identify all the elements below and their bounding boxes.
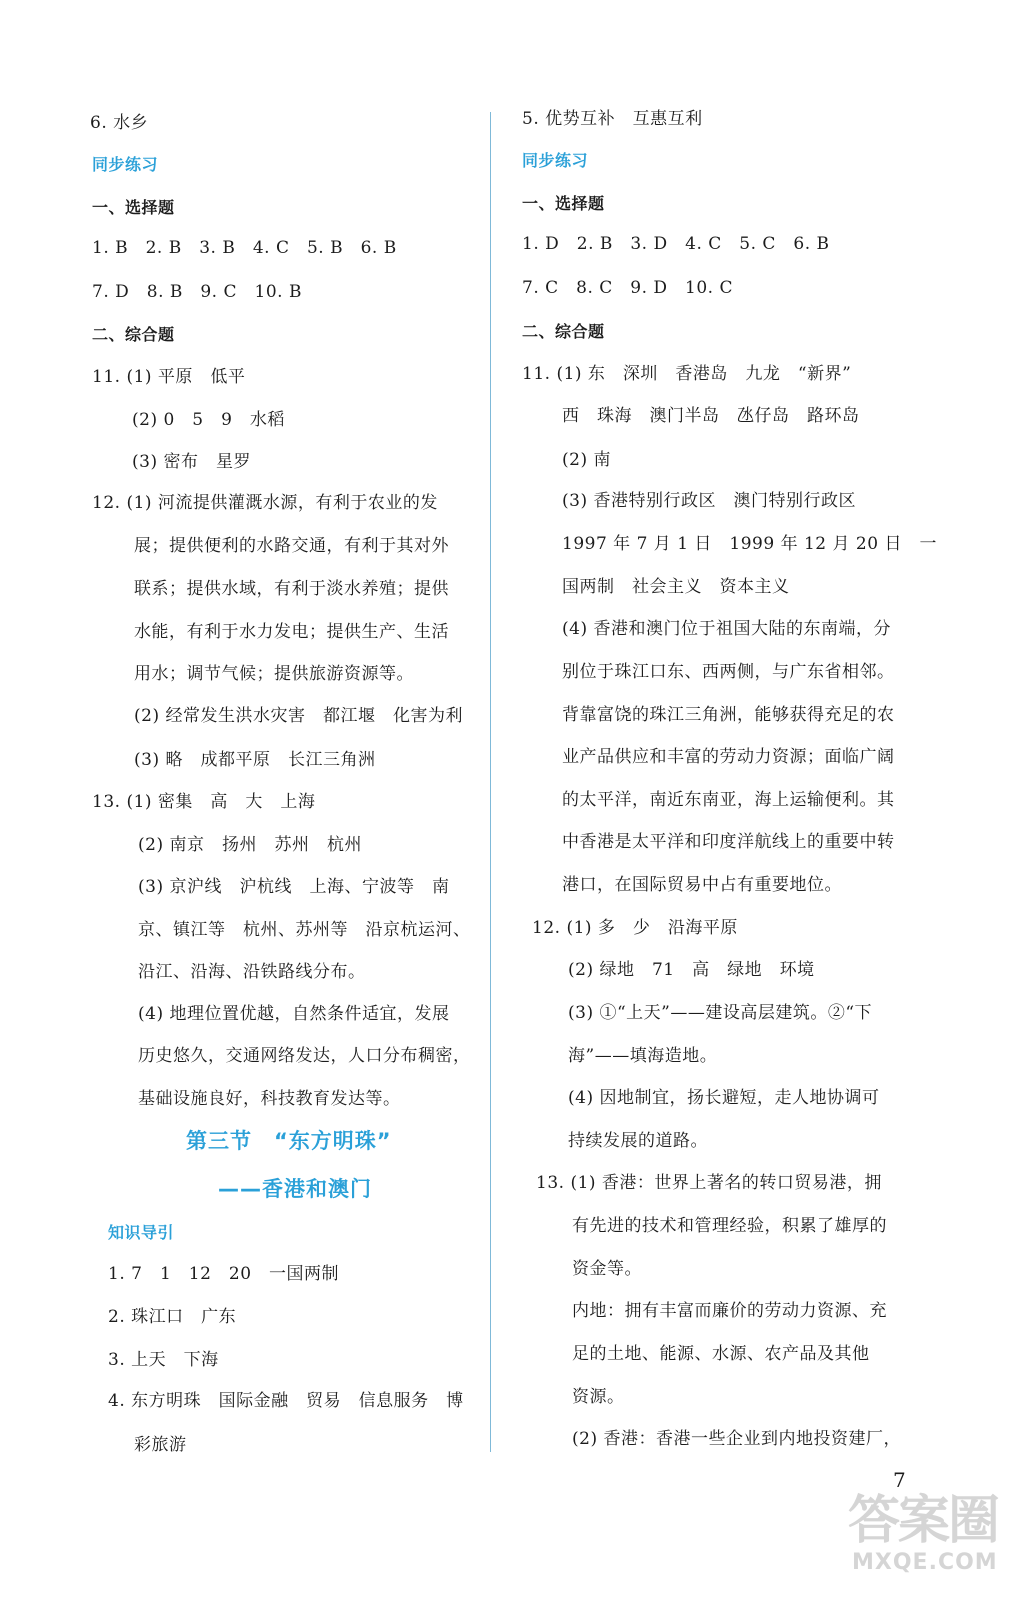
left-line-20: 沿江、沿海、沿铁路线分布。 bbox=[138, 962, 366, 982]
right-line-23: (4) 因地制宜，扬长避短，走人地协调可 bbox=[568, 1088, 880, 1108]
column-divider bbox=[490, 112, 491, 1452]
right-line-16: 的太平洋，南近东南亚，海上运输便利。其 bbox=[562, 790, 895, 810]
right-line-21: (3) ①“上天”——建设高层建筑。②“下 bbox=[568, 1003, 873, 1023]
right-line-18: 港口，在国际贸易中占有重要地位。 bbox=[562, 875, 842, 895]
watermark-logo bbox=[848, 1478, 1008, 1588]
right-line-27: 资金等。 bbox=[572, 1259, 642, 1279]
right-line-8: (2) 南 bbox=[562, 450, 611, 470]
right-line-6: 11. (1) 东 深圳 香港岛 九龙 “新界” bbox=[522, 364, 852, 384]
right-line-28: 内地：拥有丰富而廉价的劳动力资源、充 bbox=[572, 1301, 887, 1321]
right-line-7: 西 珠海 澳门半岛 氹仔岛 路环岛 bbox=[562, 406, 860, 426]
right-line-10: 1997 年 7 月 1 日 1999 年 12 月 20 日 一 bbox=[562, 534, 937, 554]
heading-multiple-choice: 一、选择题 bbox=[92, 198, 175, 217]
right-line-31: (2) 香港：香港一些企业到内地投资建厂， bbox=[572, 1429, 901, 1449]
right-line-24: 持续发展的道路。 bbox=[568, 1131, 708, 1151]
left-line-19: 京、镇江等 杭州、苏州等 沿京杭运河、 bbox=[138, 920, 471, 940]
right-line-9: (3) 香港特别行政区 澳门特别行政区 bbox=[562, 491, 856, 511]
watermark-url: MXQE.COM bbox=[852, 1550, 998, 1575]
left-line-16: 13. (1) 密集 高 大 上海 bbox=[92, 792, 316, 812]
section-subtitle: ——香港和澳门 bbox=[218, 1177, 372, 1201]
left-line-0: 6. 水乡 bbox=[90, 113, 149, 133]
right-line-4: 7. C 8. C 9. D 10. C bbox=[522, 278, 733, 298]
right-line-0: 5. 优势互补 互惠互利 bbox=[522, 109, 703, 129]
right-line-29: 足的土地、能源、水源、农产品及其他 bbox=[572, 1344, 870, 1364]
left-line-22: 历史悠久，交通网络发达，人口分布稠密， bbox=[138, 1046, 471, 1066]
heading-comprehensive: 二、综合题 bbox=[92, 325, 175, 344]
right-line-22: 海”——填海造地。 bbox=[568, 1046, 718, 1066]
right-line-13: 别位于珠江口东、西两侧，与广东省相邻。 bbox=[562, 662, 895, 682]
left-line-7: (2) 0 5 9 水稻 bbox=[132, 410, 285, 430]
left-line-9: 12. (1) 河流提供灌溉水源，有利于农业的发 bbox=[92, 493, 438, 513]
left-line-27: 1. 7 1 12 20 一国两制 bbox=[108, 1264, 340, 1284]
section-heading-sync-practice-right: 同步练习 bbox=[522, 151, 589, 170]
page-number: 7 bbox=[893, 1468, 906, 1492]
left-line-8: (3) 密布 星罗 bbox=[132, 452, 251, 472]
left-line-29: 3. 上天 下海 bbox=[108, 1350, 219, 1370]
left-line-3: 1. B 2. B 3. B 4. C 5. B 6. B bbox=[92, 238, 397, 258]
left-line-13: 用水；调节气候；提供旅游资源等。 bbox=[134, 664, 414, 684]
left-line-14: (2) 经常发生洪水灾害 都江堰 化害为利 bbox=[134, 706, 463, 726]
left-line-11: 联系；提供水域，有利于淡水养殖；提供 bbox=[134, 579, 449, 599]
section-title: 第三节 “东方明珠” bbox=[186, 1129, 392, 1153]
right-line-26: 有先进的技术和管理经验，积累了雄厚的 bbox=[572, 1216, 887, 1236]
heading-multiple-choice-right: 一、选择题 bbox=[522, 194, 605, 213]
right-line-3: 1. D 2. B 3. D 4. C 5. C 6. B bbox=[522, 234, 830, 254]
left-line-4: 7. D 8. B 9. C 10. B bbox=[92, 282, 302, 302]
left-line-12: 水能，有利于水力发电；提供生产、生活 bbox=[134, 622, 449, 642]
section-heading-knowledge-guide: 知识导引 bbox=[108, 1223, 175, 1242]
left-line-15: (3) 略 成都平原 长江三角洲 bbox=[134, 750, 376, 770]
left-line-31: 彩旅游 bbox=[134, 1435, 187, 1455]
right-line-17: 中香港是太平洋和印度洋航线上的重要中转 bbox=[562, 832, 895, 852]
right-line-11: 国两制 社会主义 资本主义 bbox=[562, 577, 790, 597]
right-line-19: 12. (1) 多 少 沿海平原 bbox=[532, 918, 738, 938]
left-line-28: 2. 珠江口 广东 bbox=[108, 1307, 237, 1327]
right-line-14: 背靠富饶的珠江三角洲，能够获得充足的农 bbox=[562, 705, 895, 725]
left-line-10: 展；提供便利的水路交通，有利于其对外 bbox=[134, 536, 449, 556]
right-line-30: 资源。 bbox=[572, 1387, 625, 1407]
section-heading-sync-practice: 同步练习 bbox=[92, 155, 159, 174]
left-line-6: 11. (1) 平原 低平 bbox=[92, 367, 246, 387]
left-line-30: 4. 东方明珠 国际金融 贸易 信息服务 博 bbox=[108, 1391, 464, 1411]
left-line-18: (3) 京沪线 沪杭线 上海、宁波等 南 bbox=[138, 877, 450, 897]
right-line-20: (2) 绿地 71 高 绿地 环境 bbox=[568, 960, 815, 980]
right-line-12: (4) 香港和澳门位于祖国大陆的东南端，分 bbox=[562, 619, 891, 639]
left-line-23: 基础设施良好，科技教育发达等。 bbox=[138, 1089, 401, 1109]
right-line-15: 业产品供应和丰富的劳动力资源；面临广阔 bbox=[562, 747, 895, 767]
right-line-25: 13. (1) 香港：世界上著名的转口贸易港，拥 bbox=[536, 1173, 882, 1193]
watermark-logo-text: 答案圈 bbox=[848, 1491, 999, 1551]
left-line-17: (2) 南京 扬州 苏州 杭州 bbox=[138, 835, 362, 855]
left-line-21: (4) 地理位置优越，自然条件适宜，发展 bbox=[138, 1004, 450, 1024]
heading-comprehensive-right: 二、综合题 bbox=[522, 322, 605, 341]
